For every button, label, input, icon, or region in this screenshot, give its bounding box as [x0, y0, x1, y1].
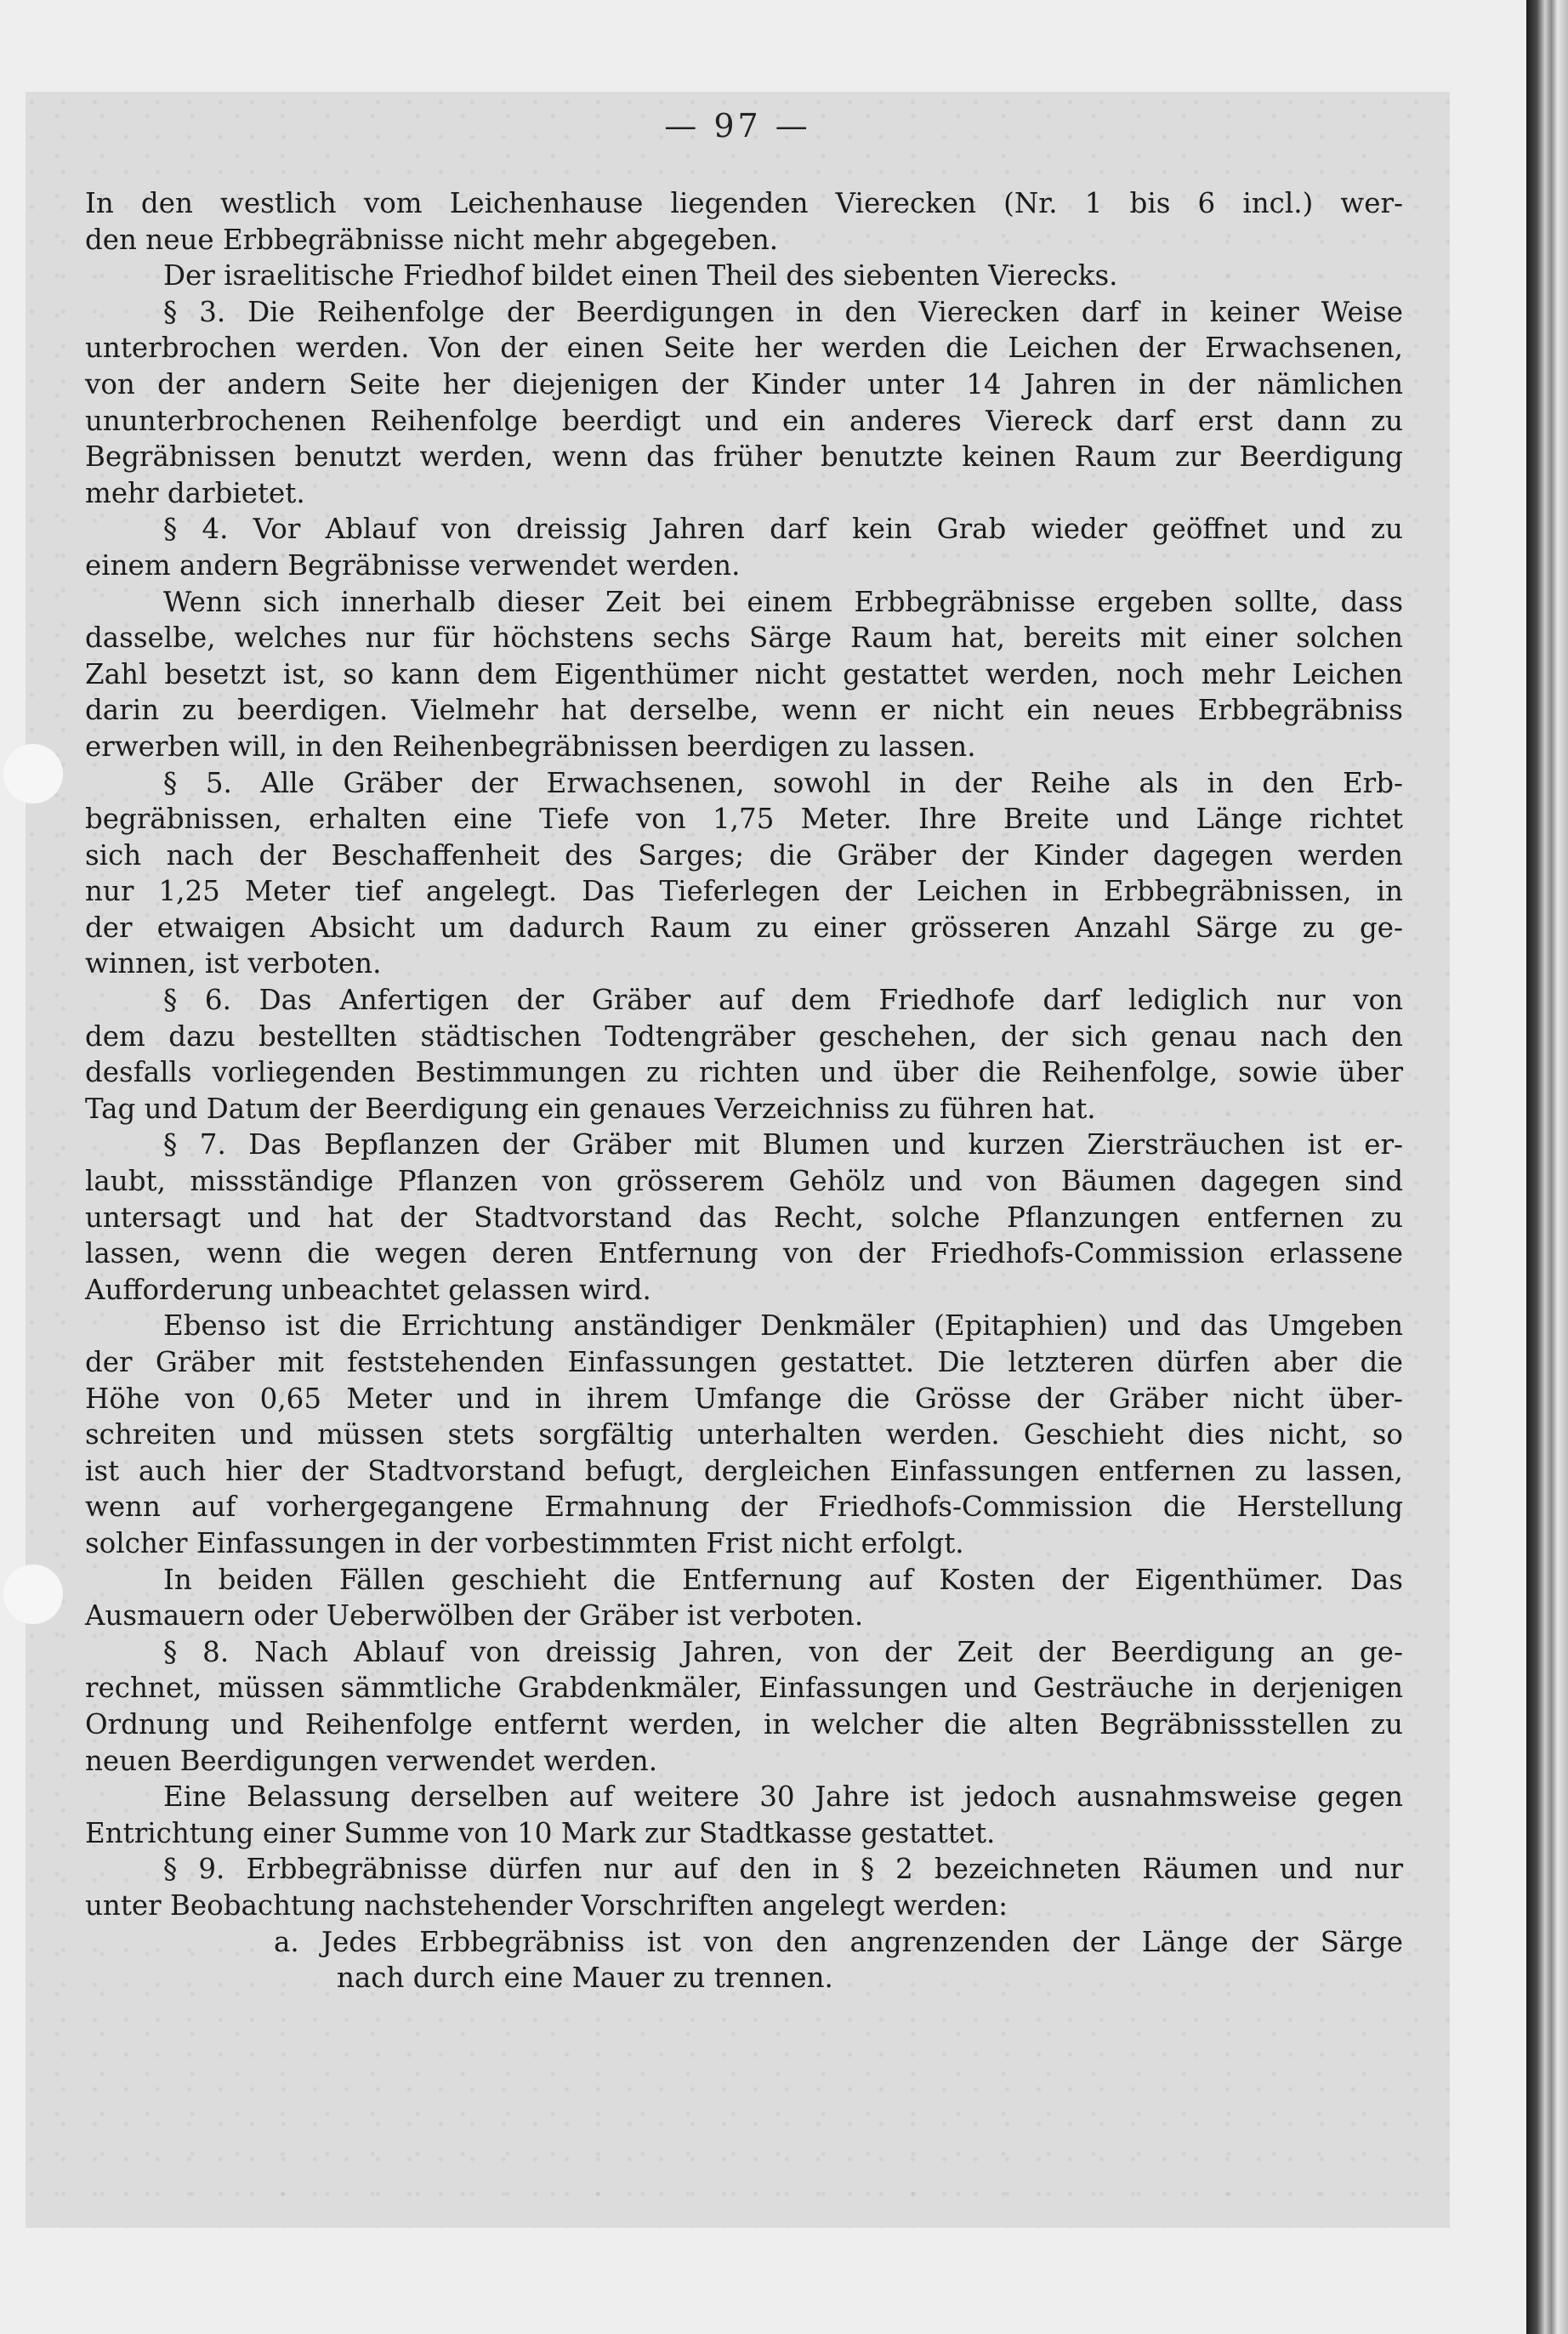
text-line: ist auch hier der Stadtvorstand befugt, dergleichen Einfassungen entfernen zu lassen, — [85, 1454, 1403, 1487]
text-line: § 8. Nach Ablauf von dreissig Jahren, von der Zeit der Beerdigung an ge- — [163, 1635, 1403, 1668]
text-line: In beiden Fällen geschieht die Entfernung auf Kosten der Eigenthümer. Das — [163, 1563, 1403, 1596]
text-line: In den westlich vom Leichenhause liegenden Vierecken (Nr. 1 bis 6 incl.) wer- — [85, 187, 1403, 219]
text-line: untersagt und hat der Stadtvorstand das Recht, solche Pflanzungen entfernen zu — [85, 1201, 1403, 1234]
text-line: den neue Erbbegräbnisse nicht mehr abgegeben. — [85, 223, 779, 256]
text-line: solcher Einfassungen in der vorbestimmten Frist nicht erfolgt. — [85, 1526, 964, 1559]
text-line: nur 1,25 Meter tief angelegt. Das Tieferlegen der Leichen in Erbbegräbnissen, in — [85, 875, 1403, 908]
text-line: Der israelitische Friedhof bildet einen Theil des siebenten Vierecks. — [163, 259, 1118, 292]
text-line: winnen, ist verboten. — [85, 947, 382, 980]
text-line: a. Jedes Erbbegräbniss ist von den angrenzenden der Länge der Särge — [274, 1925, 1403, 1958]
text-line: rechnet, müssen sämmtliche Grabdenkmäler, Einfassungen und Gesträuche in derjenigen — [85, 1672, 1403, 1705]
text-line: unter Beobachtung nachstehender Vorschriften angelegt werden: — [85, 1888, 1008, 1922]
text-line: begräbnissen, erhalten eine Tiefe von 1,75 Meter. Ihre Breite und Länge richtet — [85, 803, 1403, 836]
printed-area — [26, 92, 1450, 2228]
book-page-edge — [1526, 0, 1568, 2334]
text-line: dem dazu bestellten städtischen Todtengräber geschehen, der sich genau nach den — [85, 1019, 1403, 1053]
text-line: der Gräber mit feststehenden Einfassungen gestattet. Die letzteren dürfen aber die — [85, 1346, 1403, 1378]
text-line: einem andern Begräbnisse verwendet werden. — [85, 548, 741, 582]
text-line: Aufforderung unbeachtet gelassen wird. — [85, 1273, 651, 1306]
text-line: Ebenso ist die Errichtung anständiger Denkmäler (Epitaphien) und das Umgeben — [163, 1309, 1403, 1343]
text-line: darin zu beerdigen. Vielmehr hat derselbe, wenn er nicht ein neues Erbbegräbniss — [85, 694, 1403, 727]
text-line: Eine Belassung derselben auf weitere 30 Jahre ist jedoch ausnahmsweise gegen — [163, 1780, 1403, 1814]
text-line: unterbrochen werden. Von der einen Seite her werden die Leichen der Erwachsenen, — [85, 332, 1403, 365]
text-line: schreiten und müssen stets sorgfältig unterhalten werden. Geschieht dies nicht, so — [85, 1418, 1403, 1451]
text-line: § 4. Vor Ablauf von dreissig Jahren darf kein Grab wieder geöffnet und zu — [163, 513, 1403, 546]
text-line: § 5. Alle Gräber der Erwachsenen, sowohl in der Reihe als in den Erb- — [163, 766, 1403, 799]
text-line: § 6. Das Anfertigen der Gräber auf dem Friedhofe darf lediglich nur von — [163, 984, 1403, 1017]
text-line: mehr darbietet. — [85, 476, 305, 509]
text-line: von der andern Seite her diejenigen der Kinder unter 14 Jahren in der nämlichen — [85, 367, 1403, 400]
text-line: neuen Beerdigungen verwendet werden. — [85, 1744, 658, 1777]
text-line: Ordnung und Reihenfolge entfernt werden, in welcher die alten Begräbnissstellen zu — [85, 1707, 1403, 1741]
text-line: Wenn sich innerhalb dieser Zeit bei einem Erbbegräbnisse ergeben sollte, dass — [163, 585, 1403, 618]
text-line: nach durch eine Mauer zu trennen. — [337, 1962, 833, 1995]
punch-hole-bottom — [3, 1565, 63, 1624]
page-number: — 97 — — [664, 107, 811, 145]
text-line: Zahl besetzt ist, so kann dem Eigenthümer nicht gestattet werden, noch mehr Leichen — [85, 657, 1403, 690]
text-line: erwerben will, in den Reihenbegräbnissen beerdigen zu lassen. — [85, 730, 976, 763]
text-line: der etwaigen Absicht um dadurch Raum zu einer grösseren Anzahl Särge zu ge- — [85, 911, 1403, 944]
text-line: ununterbrochenen Reihenfolge beerdigt und ein anderes Viereck darf erst dann zu — [85, 404, 1403, 437]
text-line: lassen, wenn die wegen deren Entfernung von der Friedhofs-Commission erlassene — [85, 1237, 1403, 1270]
text-line: desfalls vorliegenden Bestimmungen zu richten und über die Reihenfolge, sowie über — [85, 1056, 1403, 1089]
text-line: sich nach der Beschaffenheit des Sarges; die Gräber der Kinder dagegen werden — [85, 838, 1403, 872]
body-text — [85, 185, 1403, 1996]
text-line: Höhe von 0,65 Meter und in ihrem Umfange die Grösse der Gräber nicht über- — [85, 1382, 1403, 1415]
text-line: dasselbe, welches nur für höchstens sechs Särge Raum hat, bereits mit einer solchen — [85, 622, 1403, 655]
text-line: § 7. Das Bepflanzen der Gräber mit Blumen und kurzen Ziersträuchen ist er- — [163, 1128, 1403, 1161]
text-line: § 9. Erbbegräbnisse dürfen nur auf den in § 2 bezeichneten Räumen und nur — [163, 1853, 1403, 1886]
text-line: Tag und Datum der Beerdigung ein genaues Verzeichniss zu führen hat. — [85, 1092, 1096, 1125]
text-line: laubt, missständige Pflanzen von grösserem Gehölz und von Bäumen dagegen sind — [85, 1165, 1403, 1198]
text-line: Begräbnissen benutzt werden, wenn das früher benutzte keinen Raum zur Beerdigung — [85, 440, 1403, 474]
text-line: Entrichtung einer Summe von 10 Mark zur Stadtkasse gestattet. — [85, 1816, 996, 1849]
text-line: wenn auf vorhergegangene Ermahnung der Friedhofs-Commission die Herstellung — [85, 1491, 1403, 1524]
punch-hole-top — [3, 744, 63, 804]
text-line: § 3. Die Reihenfolge der Beerdigungen in den Vierecken darf in keiner Weise — [163, 295, 1403, 328]
text-line: Ausmauern oder Ueberwölben der Gräber ist verboten. — [85, 1599, 864, 1633]
